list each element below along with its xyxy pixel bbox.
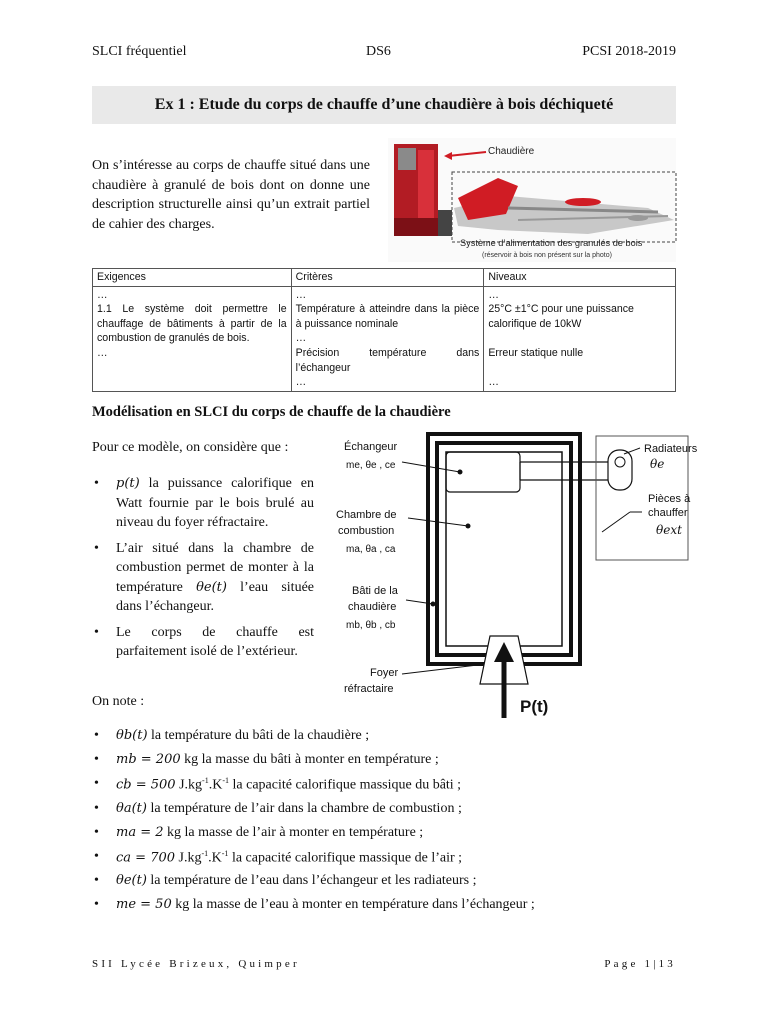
requirements-table xyxy=(92,268,676,392)
rooms-label-1: Pièces à xyxy=(648,493,691,505)
list-item: • θe(t) la température de l’eau dans l’échangeur et les radiateurs ; xyxy=(92,873,535,897)
rooms-label-2: chauffer xyxy=(648,507,688,519)
footer-right: Page 1|13 xyxy=(604,958,676,970)
table-cell-requirement xyxy=(93,286,292,391)
photo-caption-small: (réservoir à bois non présent sur la photo) xyxy=(482,252,612,259)
table-header: Niveaux xyxy=(484,269,676,287)
header-center: DS6 xyxy=(366,44,391,59)
ellipsis: … xyxy=(488,288,499,301)
photo-caption: Système d’alimentation des granulés de bois xyxy=(460,238,643,248)
photo-label-boiler: Chaudière xyxy=(488,146,535,157)
frame-outer xyxy=(428,434,580,664)
table-header: Critères xyxy=(291,269,484,287)
boiler-photo xyxy=(388,138,676,262)
hearth-label-1: Foyer xyxy=(370,667,399,679)
intro-paragraph: On s’intéresse au corps de chauffe situé dans une chaudière à granulé de bois dont on donne une description structurelle ainsi qu’un extrait partiel de cahier des charges. xyxy=(92,158,370,232)
frame-inner xyxy=(437,443,571,655)
exercise-title: Ex 1 : Etude du corps de chauffe d’une chaudière à bois déchiqueté xyxy=(154,96,614,113)
criterion-text: Précision température dans l’échangeur xyxy=(295,346,480,374)
list-item: • cb = 500 $J.kg^{-1}.K^{-1}$ la capacité calorifique massique du bâti ; xyxy=(92,776,535,800)
table-row xyxy=(93,286,676,391)
heater-diagram xyxy=(330,428,698,718)
table-header: Exigences xyxy=(93,269,292,287)
criterion-text: Température à atteindre dans la pièce à puissance nominale xyxy=(295,303,480,330)
list-item: • p(t) la puissance calorifique en Watt fournie par le bois brulé au niveau du foyer réfractaire. xyxy=(92,474,314,533)
ellipsis: … xyxy=(295,376,307,389)
list-item: • ca = 700 $J.kg^{-1}.K^{-1}$ la capacité calorifique massique de l’air ; xyxy=(92,849,535,873)
level-text: 25°C ±1°C pour une puissance calorifique de 10kW xyxy=(488,303,634,330)
list-item: • θa(t) la température de l’air dans la chambre de combustion ; xyxy=(92,801,535,825)
frame-label-1: Bâti de la xyxy=(352,585,398,597)
level-text: Erreur statique nulle xyxy=(488,346,584,359)
ellipsis: … xyxy=(295,332,307,345)
table-cell-criteria xyxy=(291,286,484,391)
requirement-text: 1.1 Le système doit permettre le chauffage de bâtiments à partir de la combustion de granulés de bois. xyxy=(97,303,287,345)
list-item: • me = 50 kg la masse de l’eau à monter en température dans l’échangeur ; xyxy=(92,897,535,921)
radiators-theta: θe xyxy=(650,457,665,471)
hearth-label-2: réfractaire xyxy=(344,683,394,695)
radiators-label: Radiateurs xyxy=(644,443,698,455)
hypotheses-list xyxy=(92,474,314,668)
table-cell-levels xyxy=(484,286,676,391)
radiator-icon xyxy=(608,450,632,490)
chamber-label-2: combustion xyxy=(338,525,395,537)
list-item: • θb(t) la température du bâti de la chaudière ; xyxy=(92,728,535,752)
chamber-params: ma, θa , ca xyxy=(346,544,396,555)
ellipsis: … xyxy=(295,288,307,301)
section-title: Modélisation en SLCI du corps de chauffe de la chaudière xyxy=(92,404,451,420)
ellipsis: … xyxy=(97,288,108,301)
model-intro: Pour ce modèle, on considère que : xyxy=(92,440,289,455)
footer-left: SII Lycée Brizeux, Quimper xyxy=(92,958,300,970)
list-item: • mb = 200 kg la masse du bâti à monter en température ; xyxy=(92,752,535,776)
notation-intro: On note : xyxy=(92,694,145,709)
rooms-theta: θext xyxy=(656,523,682,537)
frame-label-2: chaudière xyxy=(348,601,397,613)
header-right: PCSI 2018-2019 xyxy=(582,44,676,59)
combustion-chamber xyxy=(446,452,562,646)
header-left: SLCI fréquentiel xyxy=(92,44,187,59)
power-input-label: P(t) xyxy=(520,697,549,716)
exchanger-label: Échangeur xyxy=(344,441,398,453)
ellipsis: … xyxy=(97,346,108,359)
frame-params: mb, θb , cb xyxy=(346,620,396,631)
list-item: • L’air situé dans la chambre de combustion permet de monter à la température θe(t) l’eau située dans l’échangeur. xyxy=(92,539,314,617)
notation-list xyxy=(92,728,535,922)
chamber-label-1: Chambre de xyxy=(336,509,397,521)
ellipsis: … xyxy=(488,376,499,389)
list-item: • ma = 2 kg la masse de l’air à monter en température ; xyxy=(92,825,535,849)
exchanger-params: me, θe , ce xyxy=(346,460,396,471)
list-item: • Le corps de chauffe est parfaitement isolé de l’extérieur. xyxy=(92,623,314,662)
table-header-row xyxy=(93,269,676,287)
